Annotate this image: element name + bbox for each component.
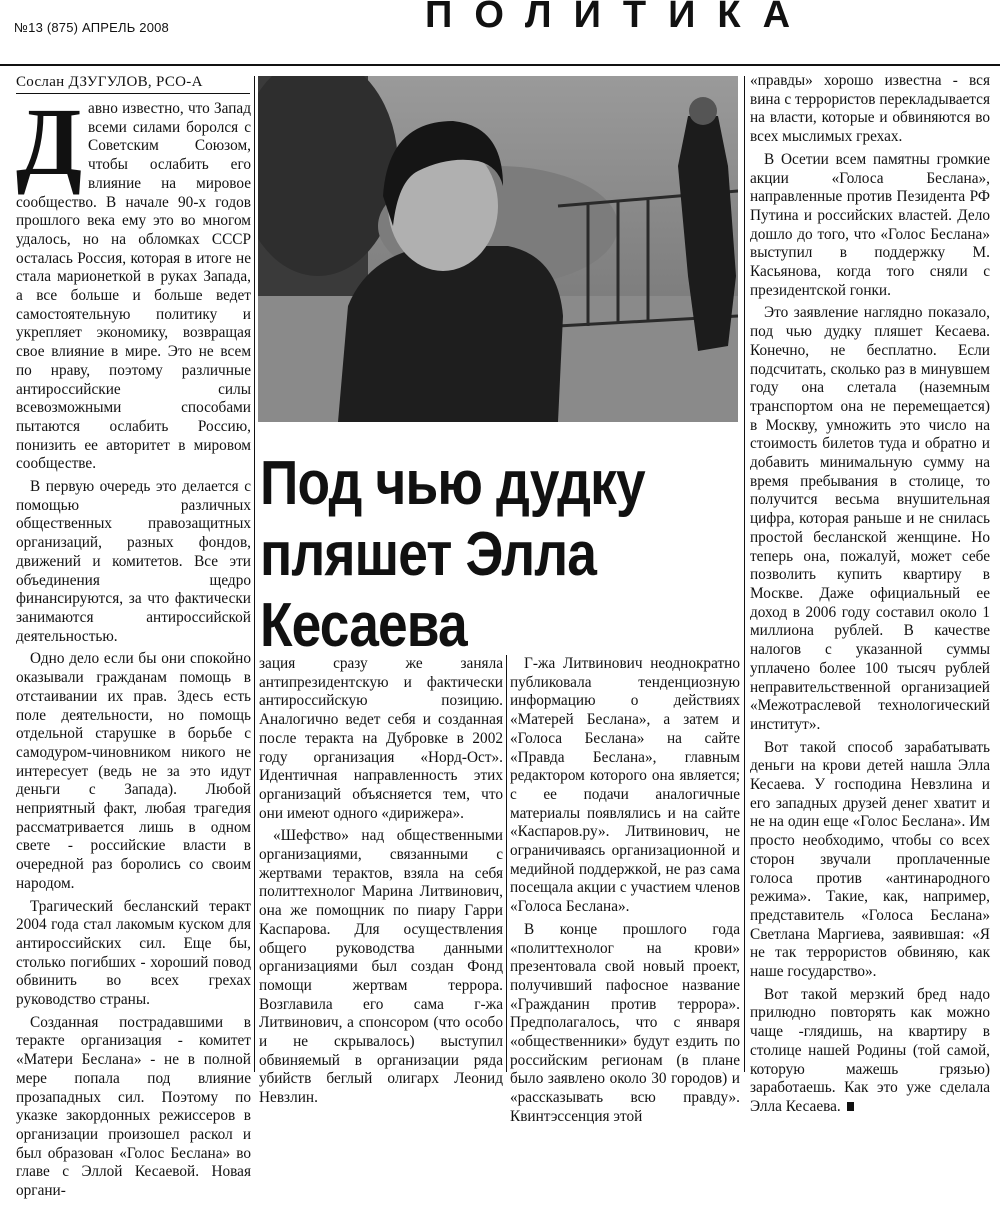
paragraph: «правды» хорошо известна - вся вина с террористов перекладывается на власти, которые и обвиняются во всех мыслимых грехах. [750,72,990,146]
section-title: ПОЛИТИКА [425,0,813,36]
article-column-4 [510,655,740,1131]
headline-line: Кесаева [260,591,467,660]
paragraph: зация сразу же заняла антипрезидентскую и фактически антироссийскую позицию. Аналогично ведет себя и созданная после теракта на Дубровке в 2002 году организация «Норд-Ост». Идентичная направленность этих организаций объясняется тем, что они имеют одного «дирижера». [259,655,503,822]
paragraph: Вот такой мерзкий бред надо прилюдно повторять как можно чаще -глядишь, на квартиру в столице нашей Родины (той самой, которую мажешь грязью) заработаешь. Как это уже сделала Элла Кесаева. [750,985,990,1115]
paragraph: Одно дело если бы они спокойно оказывали гражданам помощь в отстаивании их прав. Здесь есть поле деятельности, но помощь отдельной старушке в борьбе с самодуром-чиновником никого не интересует (ведь не за это идут деньги с Запада). Любой неприятный факт, любая трагедия рассматривается лишь в одном свете - российские власти в очередной раз боролись со своим народом. [16,650,251,892]
paragraph: В Осетии всем памятны громкие акции «Голоса Беслана», направленные против Пезидента РФ Путина и российских властей. Дело дошло до того, что «Голос Беслана» выступил в поддержку М. Касьянова, когда того сняли с президентской гонки. [750,150,990,299]
article-column-5 [750,72,990,1121]
paragraph: В конце прошлого года «политтехнолог на крови» презентовала свой новый проект, получивший пафосное название «Гражданин против террора». Предполагалось, что с января «общественники» будут ездить по российским регионам (в плане было заявлено около 30 городов) и «рассказывать всю правду». Квинтэссенция этой [510,920,740,1125]
article-photo [258,76,738,422]
article-column-3 [259,655,503,1112]
paragraph: «Шефство» над общественными организациями, связанными с жертвами терактов, взяла на себя политтехнолог Марина Литвинович, она же помощник по пиару Гарри Каспарова. Для осуществления общего руководства данными организациями был создан Фонд помощи жертвам террора. Возглавила его сама г-жа Литвинович, а спонсором (что особо и не скрывалось) выступил обвиняемый в организации ряда убийств беглый олигарх Леонид Невзлин. [259,827,503,1107]
header-rule [0,64,1000,66]
column-divider [254,76,255,1072]
paragraph: В первую очередь это делается с помощью различных общественных правозащитных организаций, разных фондов, движений и комитетов. Все эти объединения щедро финансируются, за что фактически занимаются антироссийской деятельностью. [16,478,251,645]
photo-illustration [258,76,738,422]
paragraph: Давно известно, что Запад всеми силами боролся с Советским Союзом, чтобы ослабить его влияние на мировое сообщество. В начале 90-х годов прошлого века ему это во многом удалось, но на обломках СССР осталась Россия, которая в итоге не стала марионеткой в руках Запада, а все больше и больше ведет самостоятельную политику и укрепляет экономику, возвращая свое влияние в мире. Это не всем по нраву, поэтому различные антироссийские силы всевозможными способами пытаются ослабить Россию, понизить ее авторитет в мировом сообществе. [16,88,251,473]
paragraph: Трагический бесланский теракт 2004 года стал лакомым куском для антироссийских сил. Еще бы, столько погибших - хороший повод обвинить во всех грехах руководство страны. [16,897,251,1009]
column-divider [506,655,507,1072]
drop-cap: Д [16,88,83,195]
end-of-article-mark [847,1102,854,1111]
headline-line: пляшет Элла [260,520,597,589]
column-divider [744,76,745,1072]
issue-date: №13 (875) АПРЕЛЬ 2008 [14,20,169,35]
paragraph: Это заявление наглядно показало, под чью дудку пляшет Кесаева. Конечно, не бесплатно. Если подсчитать, сколько раз в минувшем году она слетала (наземным транспортом она не перемещается) в Москву, умножить это число на стоимость билетов туда и обратно и добавить минимальную сумму на время пребывания в столице, то получится весьма внушительная цифра, которая раньше и не снилась простой бесланской женщине. Но теперь она, пожалуй, может себе позволить купить квартиру в Москве. Даже официальный ее доход в 2006 году составил около 1 миллиона рублей. В качестве налогов с указанной суммы уплачено более 100 тысяч рублей неправительственной организацией «Межотраслевой технологический институт». [750,304,990,733]
paragraph: Вот такой способ зарабатывать деньги на крови детей нашла Элла Кесаева. У господина Невзлина и его западных друзей денег хватит и не на один еще «Голос Беслана». Им просто необходимо, чтобы со всех сторон звучали проплаченные голоса против «антинародного режима». Такие, как, например, представитель «Голоса Беслана» Светлана Маргиева, заявившая: «Я не так террористов обвиняю, как наше государство». [750,738,990,981]
paragraph: Созданная пострадавшими в теракте организация - комитет «Матери Беслана» - не в полной мере попала под влияние прозападных сил. Поэтому по указке закордонных режиссеров в организации произошел раскол и был образован «Голос Беслана» во главе с Эллой Кесаевой. Новая органи- [16,1013,251,1200]
byline: Сослан ДЗУГУЛОВ, РСО-А [16,74,250,94]
article-headline [260,448,673,661]
headline-line: Под чью дудку [260,449,645,518]
paragraph: Г-жа Литвинович неоднократно публиковала тенденциозную информацию о действиях «Матерей Беслана», а затем и «Голоса Беслана» на сайте «Правда Беслана», главным редактором которого она является; с ее подачи аналогичные материалы появлялись и на сайте «Каспаров.ру». Литвинович, не ограничиваясь организационной и медийной поддержкой, не раз сама посещала акции с участием членов «Голоса Беслана». [510,655,740,916]
article-column-1 [16,88,251,1205]
